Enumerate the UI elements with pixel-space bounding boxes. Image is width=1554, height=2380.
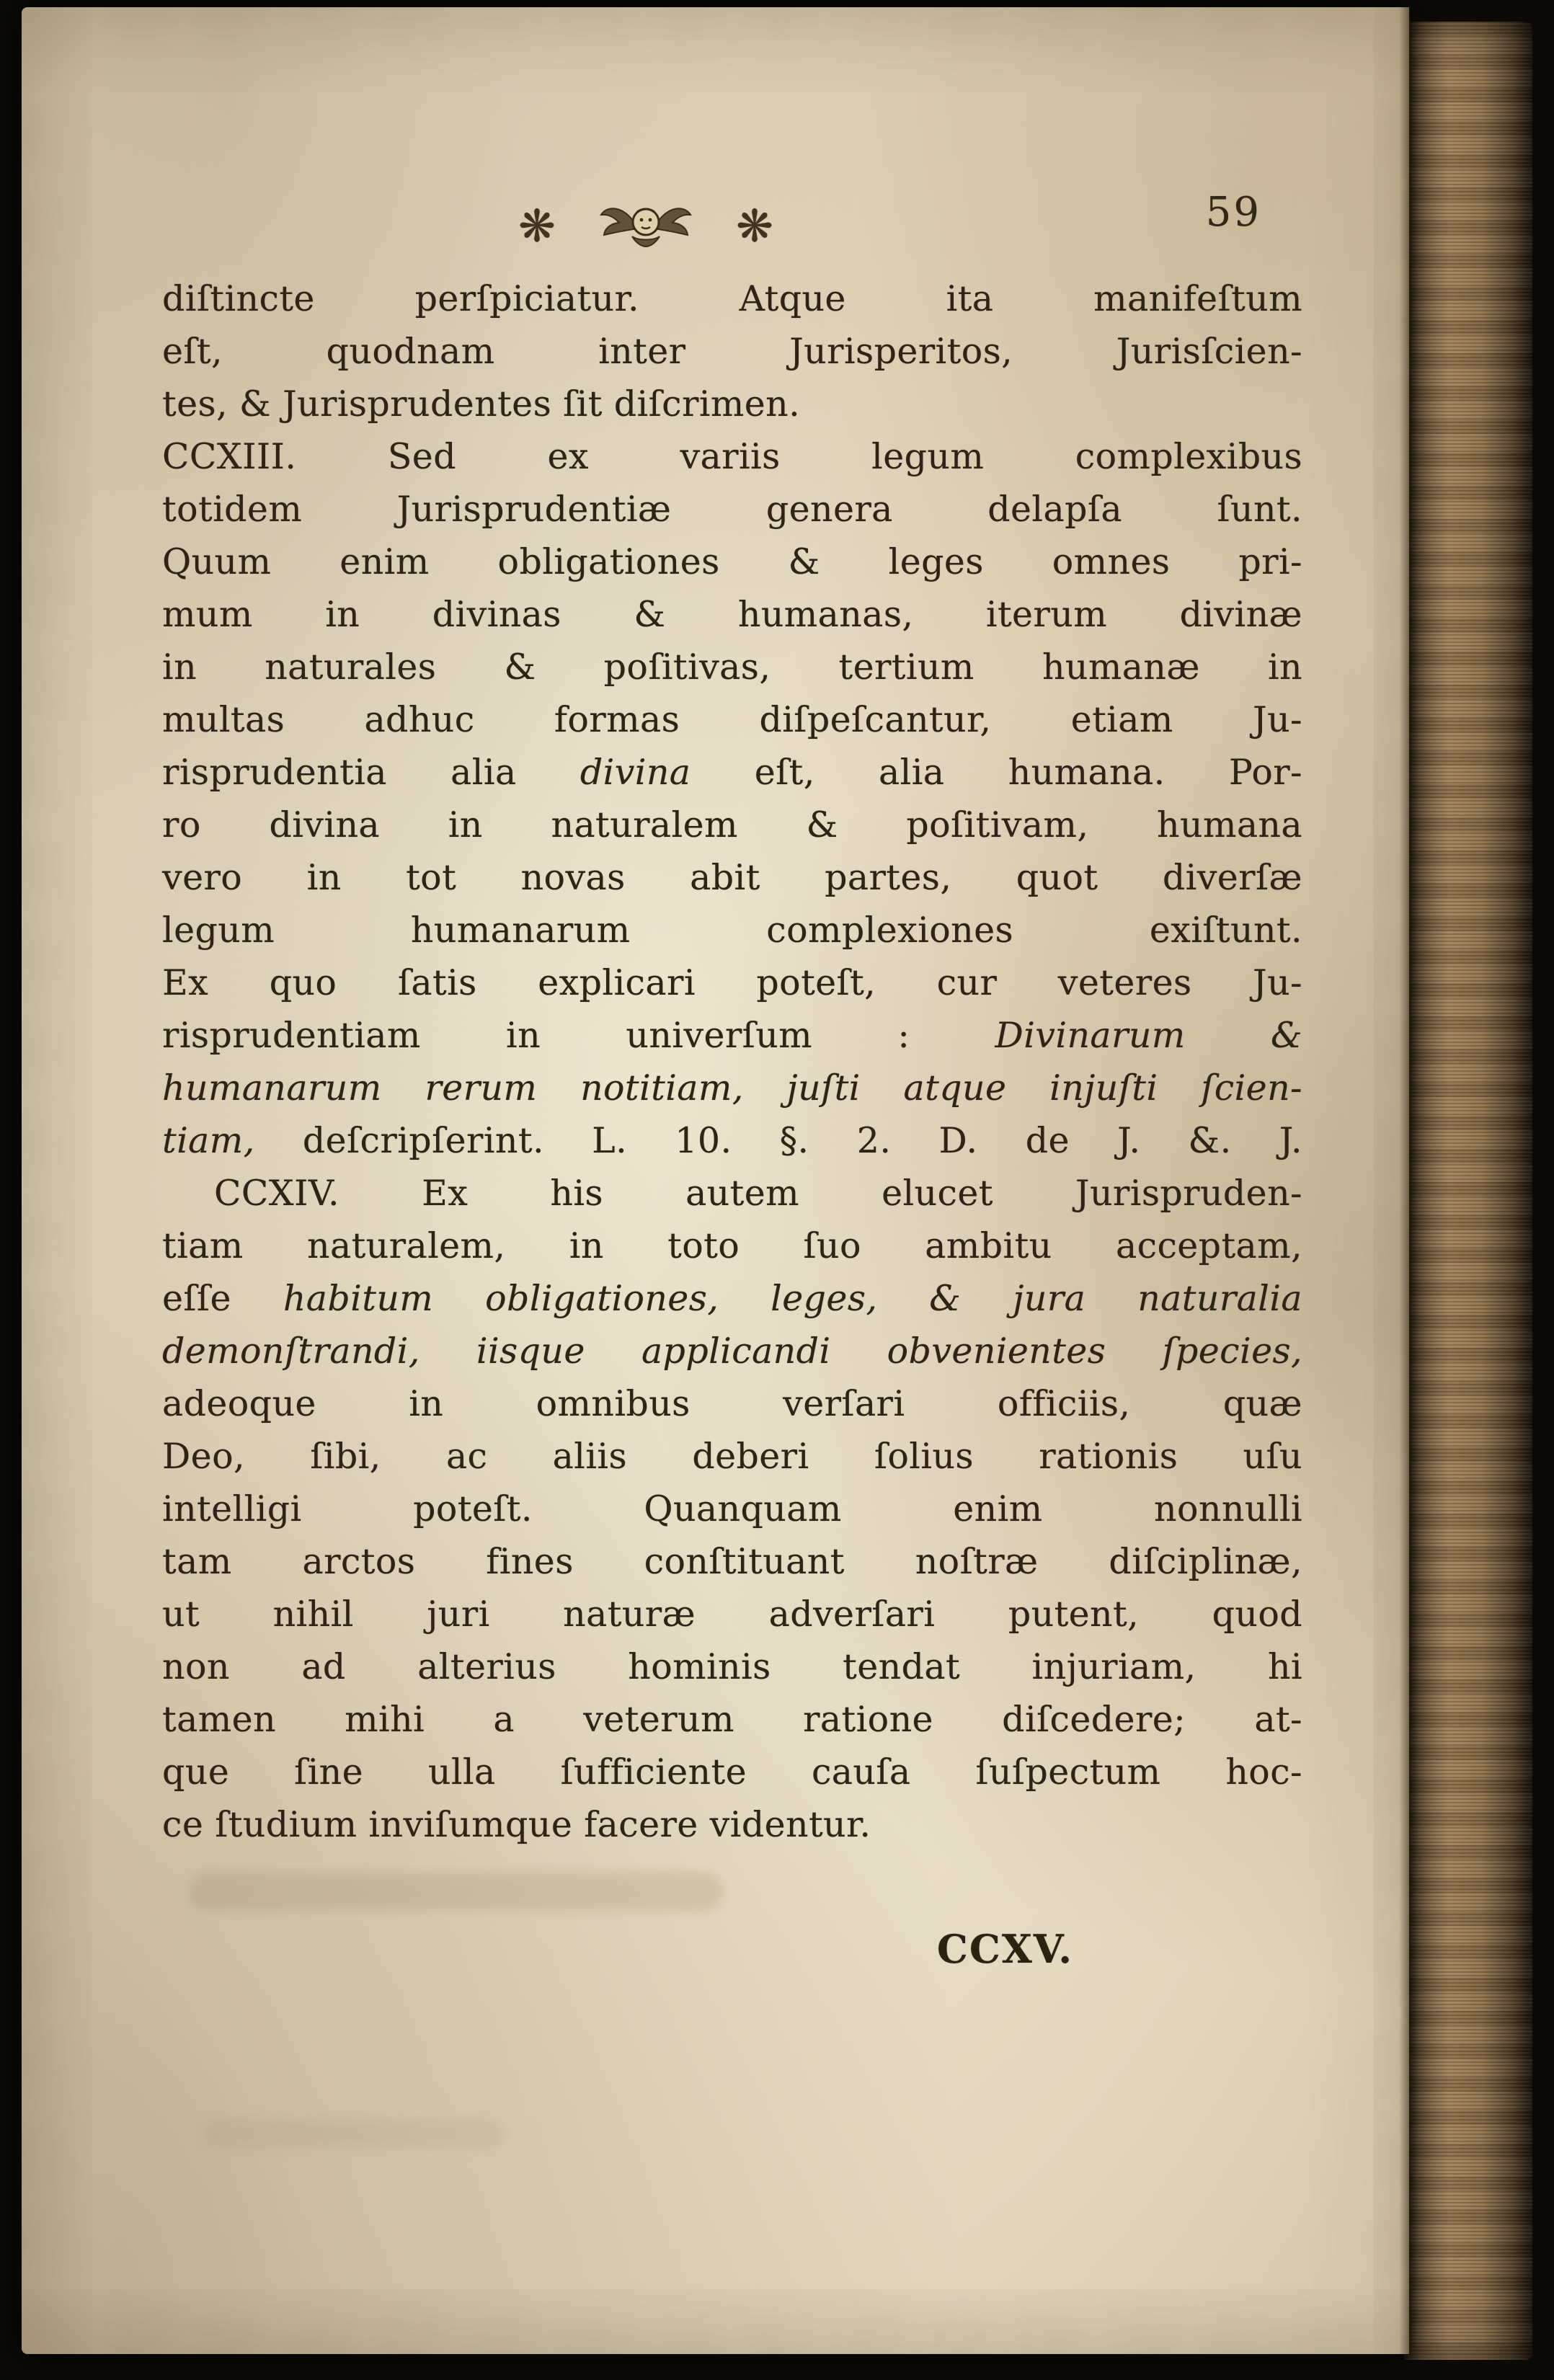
text-line: CCXIII. Sed ex variis legum complexibus — [162, 436, 1302, 477]
text-line: tiam naturalem, in toto ſuo ambitu acceptam, — [162, 1225, 1302, 1266]
ink-showthrough-smudge — [189, 1873, 722, 1910]
text-line: diſtincte perſpiciatur. Atque ita manifeſtum — [162, 278, 1302, 319]
text-lines — [162, 272, 1302, 1851]
book-fore-edge-pages — [1404, 22, 1532, 2360]
text-line: que ſine ulla ſufficiente cauſa ſuſpectum hoc- — [162, 1751, 1302, 1793]
text-line: ce ſtudium inviſumque facere videntur. — [162, 1804, 871, 1845]
text-line: Quum enim obligationes & leges omnes pri- — [162, 541, 1302, 582]
text-line: eſſe habitum obligationes, leges, & jura naturalia — [162, 1278, 1303, 1319]
text-line: in naturales & poſitivas, tertium humanæ in — [162, 647, 1302, 688]
text-line: Ex quo ſatis explicari poteſt, cur veteres Ju- — [162, 962, 1302, 1003]
text-line: risprudentia alia divina eſt, alia humana. Por- — [162, 752, 1302, 793]
text-line: non ad alterius hominis tendat injuriam, hi — [162, 1646, 1302, 1687]
ink-showthrough-smudge — [202, 2119, 505, 2148]
text-line: legum humanarum complexiones exiſtunt. — [162, 910, 1302, 951]
text-line: tamen mihi a veterum ratione diſcedere; at- — [162, 1699, 1302, 1740]
text-line: ut nihil juri naturæ adverſari putent, quod — [162, 1594, 1302, 1635]
text-line: CCXIV. Ex his autem elucet Jurispruden- — [214, 1173, 1302, 1214]
text-line: vero in tot novas abit partes, quot diverſæ — [162, 857, 1302, 898]
text-line: humanarum rerum notitiam, juſti atque injuſti ſcien- — [162, 1067, 1302, 1109]
book-page — [22, 7, 1409, 2354]
text-line: tiam, deſcripſerint. L. 10. §. 2. D. de J. &. J. — [162, 1120, 1302, 1161]
text-line: tam arctos fines conſtituant noſtræ diſciplinæ, — [162, 1541, 1302, 1582]
flower-ornament-right-icon: ❋ — [736, 200, 773, 252]
text-line: tes, & Jurisprudentes ſit diſcrimen. — [162, 383, 801, 425]
text-line: eſt, quodnam inter Jurisperitos, Jurisſcien- — [162, 331, 1302, 372]
flower-ornament-left-icon: ❋ — [518, 200, 556, 252]
text-line: intelligi poteſt. Quanquam enim nonnulli — [162, 1488, 1302, 1529]
text-line: mum in divinas & humanas, iterum divinæ — [162, 594, 1302, 635]
text-line: demonſtrandi, iisque applicandi obvenientes ſpecies, — [162, 1331, 1302, 1372]
header-ornament-row — [76, 193, 1216, 259]
text-line: risprudentiam in univerſum : Divinarum & — [162, 1015, 1302, 1056]
cherub-ornament-icon — [598, 196, 694, 257]
text-line: adeoque in omnibus verſari officiis, quæ — [162, 1383, 1302, 1424]
catchword-next-section: CCXV. — [936, 1926, 1073, 1972]
text-line: totidem Jurisprudentiæ genera delapſa ſunt. — [162, 489, 1302, 530]
text-line: Deo, ſibi, ac aliis deberi ſolius rationis uſu — [162, 1436, 1302, 1477]
page-number: 59 — [1205, 189, 1261, 236]
text-line: multas adhuc formas diſpeſcantur, etiam Ju- — [162, 699, 1302, 740]
text-line: ro divina in naturalem & poſitivam, humana — [162, 804, 1302, 845]
